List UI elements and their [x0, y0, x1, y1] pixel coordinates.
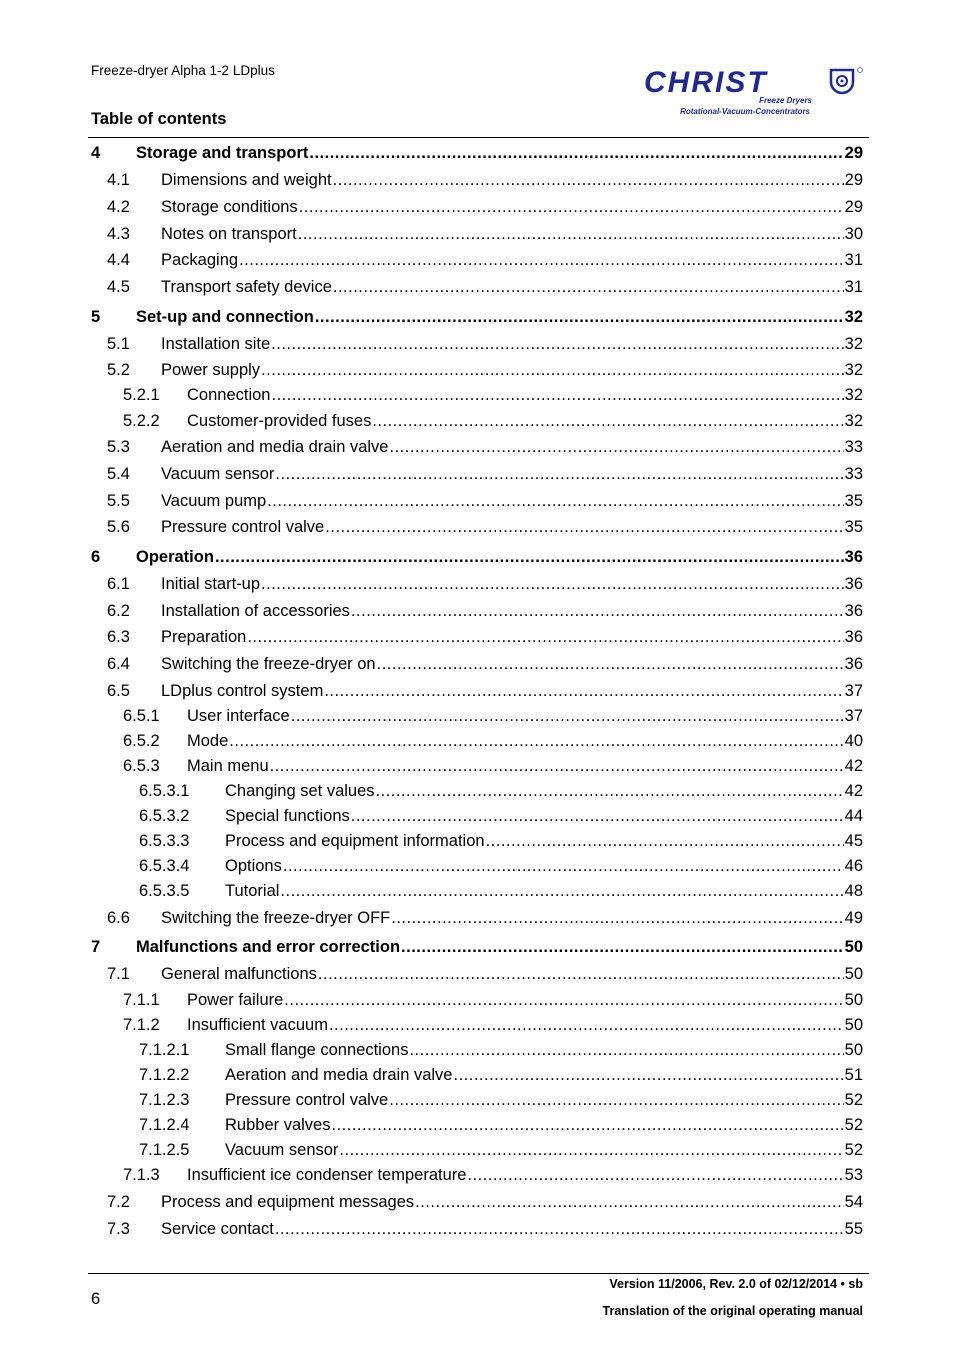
- toc-leader-dots: [229, 731, 843, 751]
- logo-emblem-icon: [831, 70, 853, 93]
- toc-entry-page: 51: [844, 1066, 863, 1084]
- toc-entry-number: 7.3: [107, 1220, 130, 1238]
- toc-entry[interactable]: [91, 170, 863, 190]
- toc-entry-number: 5.3: [107, 438, 130, 456]
- toc-entry-number: 7.1.1: [123, 991, 160, 1009]
- toc-entry-title: Operation: [136, 548, 214, 566]
- toc-leader-dots: [215, 547, 844, 567]
- toc-entry-number: 4.3: [107, 225, 130, 243]
- toc-entry-title: Set-up and connection: [136, 308, 314, 326]
- toc-entry[interactable]: [91, 464, 863, 484]
- toc-entry-number: 7.1.2.2: [139, 1066, 190, 1084]
- toc-leader-dots: [275, 1219, 844, 1239]
- toc-entry-page: 32: [844, 386, 863, 404]
- footer-translation: Translation of the original operating manual: [602, 1304, 863, 1318]
- toc-entry-page: 32: [844, 335, 863, 353]
- toc-entry-number: 6.5.1: [123, 707, 160, 725]
- toc-entry-page: 36: [844, 628, 863, 646]
- toc-entry[interactable]: [91, 601, 863, 621]
- toc-entry-number: 6: [91, 548, 101, 566]
- toc-entry-page: 50: [844, 1016, 863, 1034]
- toc-entry-page: 54: [844, 1193, 863, 1211]
- toc-entry-title: Small flange connections: [225, 1041, 409, 1059]
- toc-entry-page: 35: [844, 518, 863, 536]
- toc-entry-number: 7.1.3: [123, 1166, 160, 1184]
- toc-entry-title: Connection: [187, 386, 271, 404]
- toc-entry-number: 6.2: [107, 602, 130, 620]
- toc-entry-title: Pressure control valve: [225, 1091, 389, 1109]
- toc-entry[interactable]: [91, 517, 863, 537]
- toc-entry-title: Storage and transport: [136, 144, 309, 162]
- toc-entry[interactable]: [91, 491, 863, 511]
- toc-entry[interactable]: [91, 1115, 863, 1135]
- toc-entry[interactable]: [91, 307, 863, 327]
- toc-leader-dots: [261, 574, 844, 594]
- toc-entry-page: 36: [844, 602, 863, 620]
- toc-entry-page: 36: [844, 575, 863, 593]
- toc-entry-page: 32: [844, 308, 863, 326]
- toc-entry-number: 4.1: [107, 171, 130, 189]
- toc-entry[interactable]: [91, 411, 863, 431]
- toc-entry[interactable]: [91, 360, 863, 380]
- toc-leader-dots: [318, 964, 844, 984]
- toc-entry[interactable]: [91, 197, 863, 217]
- toc-entry-number: 7.2: [107, 1193, 130, 1211]
- toc-entry[interactable]: [91, 547, 863, 567]
- toc-leader-dots: [284, 990, 843, 1010]
- toc-entry-title: Mode: [187, 732, 229, 750]
- toc-entry-page: 50: [844, 938, 863, 956]
- toc-entry-number: 5.5: [107, 492, 130, 510]
- toc-leader-dots: [376, 781, 844, 801]
- toc-entry-title: Process and equipment information: [225, 832, 485, 850]
- toc-entry-title: Customer-provided fuses: [187, 412, 372, 430]
- toc-entry-title: Changing set values: [225, 782, 375, 800]
- toc-entry[interactable]: [91, 937, 863, 957]
- document-title: Freeze-dryer Alpha 1-2 LDplus: [91, 63, 275, 78]
- toc-entry-number: 7.1.2.1: [139, 1041, 190, 1059]
- toc-entry-title: Installation site: [161, 335, 271, 353]
- toc-entry-title: Process and equipment messages: [161, 1193, 415, 1211]
- toc-leader-dots: [453, 1065, 843, 1085]
- toc-entry-title: Installation of accessories: [161, 602, 350, 620]
- toc-entry-page: 42: [844, 782, 863, 800]
- toc-entry-number: 4.5: [107, 278, 130, 296]
- logo-line1: Freeze Dryers: [759, 96, 812, 105]
- toc-heading: Table of contents: [91, 110, 227, 128]
- toc-leader-dots: [299, 197, 844, 217]
- toc-entry-title: Main menu: [187, 757, 269, 775]
- toc-entry-number: 7.1.2.4: [139, 1116, 190, 1134]
- toc-entry-title: Service contact: [161, 1220, 274, 1238]
- toc-entry-page: 29: [844, 171, 863, 189]
- toc-entry-number: 5.4: [107, 465, 130, 483]
- toc-entry-title: Options: [225, 857, 282, 875]
- logo-line2: Rotational-Vacuum-Concentrators: [680, 107, 810, 116]
- toc-entry-number: 5.6: [107, 518, 130, 536]
- toc-entry-title: Transport safety device: [161, 278, 332, 296]
- toc-entry-title: Packaging: [161, 251, 239, 269]
- toc-entry[interactable]: [91, 881, 863, 901]
- toc-entry[interactable]: [91, 1015, 863, 1035]
- toc-entry-title: General malfunctions: [161, 965, 317, 983]
- toc-entry-number: 6.1: [107, 575, 130, 593]
- toc-entry-page: 40: [844, 732, 863, 750]
- toc-entry[interactable]: [91, 143, 863, 163]
- toc-entry-number: 6.5.3: [123, 757, 160, 775]
- toc-entry-title: LDplus control system: [161, 682, 324, 700]
- toc-entry-number: 6.4: [107, 655, 130, 673]
- toc-leader-dots: [283, 856, 844, 876]
- toc-entry-title: Malfunctions and error correction: [136, 938, 401, 956]
- toc-entry[interactable]: [91, 856, 863, 876]
- toc-leader-dots: [239, 250, 844, 270]
- toc-entry[interactable]: [91, 908, 863, 928]
- toc-entry-number: 6.6: [107, 909, 130, 927]
- toc-entry-title: Vacuum sensor: [161, 465, 275, 483]
- toc-entry-title: Dimensions and weight: [161, 171, 332, 189]
- toc-entry-title: Vacuum pump: [161, 492, 267, 510]
- toc-leader-dots: [267, 491, 843, 511]
- toc-entry[interactable]: [91, 806, 863, 826]
- toc-leader-dots: [247, 627, 843, 647]
- toc-entry-number: 7: [91, 938, 101, 956]
- toc-entry-page: 44: [844, 807, 863, 825]
- toc-entry-title: Notes on transport: [161, 225, 297, 243]
- toc-leader-dots: [486, 831, 844, 851]
- toc-entry[interactable]: [91, 1192, 863, 1212]
- toc-leader-dots: [291, 706, 844, 726]
- toc-leader-dots: [261, 360, 844, 380]
- toc-entry[interactable]: [91, 681, 863, 701]
- toc-entry-title: Insufficient vacuum: [187, 1016, 328, 1034]
- toc-entry-title: Aeration and media drain valve: [225, 1066, 453, 1084]
- toc-entry[interactable]: [91, 334, 863, 354]
- toc-entry-page: 48: [844, 882, 863, 900]
- toc-entry-page: 37: [844, 707, 863, 725]
- toc-entry-number: 6.5.3.2: [139, 807, 190, 825]
- toc-entry-page: 52: [844, 1091, 863, 1109]
- toc-entry-number: 7.1.2: [123, 1016, 160, 1034]
- toc-leader-dots: [377, 654, 844, 674]
- toc-entry-page: 52: [844, 1141, 863, 1159]
- toc-entry[interactable]: [91, 1040, 863, 1060]
- toc-leader-dots: [309, 143, 843, 163]
- toc-leader-dots: [401, 937, 844, 957]
- toc-leader-dots: [415, 1192, 844, 1212]
- toc-entry[interactable]: [91, 224, 863, 244]
- toc-leader-dots: [271, 385, 843, 405]
- toc-entry-number: 4.2: [107, 198, 130, 216]
- toc-leader-dots: [324, 681, 843, 701]
- toc-leader-dots: [333, 277, 844, 297]
- toc-entry-number: 6.5: [107, 682, 130, 700]
- toc-leader-dots: [409, 1040, 843, 1060]
- toc-entry-page: 46: [844, 857, 863, 875]
- toc-leader-dots: [372, 411, 843, 431]
- toc-entry[interactable]: [91, 250, 863, 270]
- toc-entry-page: 32: [844, 361, 863, 379]
- toc-entry[interactable]: [91, 1165, 863, 1185]
- toc-leader-dots: [280, 881, 843, 901]
- toc-entry-number: 5.1: [107, 335, 130, 353]
- toc-entry-number: 5.2.1: [123, 386, 160, 404]
- toc-entry-page: 29: [844, 144, 863, 162]
- toc-leader-dots: [339, 1140, 843, 1160]
- toc-entry-number: 6.5.3.5: [139, 882, 190, 900]
- christ-logo: [640, 62, 870, 122]
- toc-entry-title: Insufficient ice condenser temperature: [187, 1166, 467, 1184]
- toc-entry-page: 49: [844, 909, 863, 927]
- toc-entry-number: 4.4: [107, 251, 130, 269]
- toc-entry-page: 50: [844, 1041, 863, 1059]
- toc-entry-title: Vacuum sensor: [225, 1141, 339, 1159]
- toc-entry-page: 36: [844, 655, 863, 673]
- toc-entry-title: Special functions: [225, 807, 350, 825]
- toc-entry-title: Rubber valves: [225, 1116, 331, 1134]
- toc-entry[interactable]: [91, 654, 863, 674]
- toc-entry[interactable]: [91, 781, 863, 801]
- toc-entry[interactable]: [91, 831, 863, 851]
- toc-entry-number: 6.5.2: [123, 732, 160, 750]
- toc-entry-title: User interface: [187, 707, 290, 725]
- toc-entry[interactable]: [91, 1219, 863, 1239]
- toc-leader-dots: [389, 1090, 843, 1110]
- page-number: 6: [91, 1290, 101, 1308]
- footer-divider: [88, 1273, 869, 1274]
- toc-entry[interactable]: [91, 385, 863, 405]
- toc-entry[interactable]: [91, 990, 863, 1010]
- toc-leader-dots: [391, 908, 843, 928]
- toc-leader-dots: [315, 307, 844, 327]
- toc-entry-page: 29: [844, 198, 863, 216]
- toc-entry-number: 5.2.2: [123, 412, 160, 430]
- toc-entry-title: Power failure: [187, 991, 284, 1009]
- toc-entry[interactable]: [91, 731, 863, 751]
- toc-entry-title: Storage conditions: [161, 198, 298, 216]
- toc-entry[interactable]: [91, 437, 863, 457]
- toc-entry-page: 45: [844, 832, 863, 850]
- toc-leader-dots: [271, 334, 843, 354]
- toc-entry-page: 42: [844, 757, 863, 775]
- toc-entry-number: 7.1.2.3: [139, 1091, 190, 1109]
- toc-entry-page: 32: [844, 412, 863, 430]
- toc-entry-title: Switching the freeze-dryer on: [161, 655, 376, 673]
- toc-entry-page: 50: [844, 965, 863, 983]
- toc-entry-page: 37: [844, 682, 863, 700]
- toc-entry-title: Pressure control valve: [161, 518, 325, 536]
- toc-entry[interactable]: [91, 1140, 863, 1160]
- toc-leader-dots: [325, 517, 843, 537]
- toc-leader-dots: [270, 756, 844, 776]
- toc-entry-page: 53: [844, 1166, 863, 1184]
- toc-entry-page: 30: [844, 225, 863, 243]
- toc-entry-page: 31: [844, 278, 863, 296]
- toc-entry-number: 6.5.3.1: [139, 782, 190, 800]
- toc-entry-number: 6.3: [107, 628, 130, 646]
- toc-entry[interactable]: [91, 627, 863, 647]
- toc-leader-dots: [467, 1165, 843, 1185]
- toc-leader-dots: [329, 1015, 844, 1035]
- header-divider: [88, 137, 869, 138]
- toc-entry-page: 35: [844, 492, 863, 510]
- toc-entry-title: Preparation: [161, 628, 247, 646]
- toc-entry-number: 6.5.3.3: [139, 832, 190, 850]
- toc-entry-title: Power supply: [161, 361, 261, 379]
- toc-entry[interactable]: [91, 574, 863, 594]
- toc-leader-dots: [351, 601, 844, 621]
- toc-leader-dots: [331, 1115, 843, 1135]
- toc-entry[interactable]: [91, 1065, 863, 1085]
- toc-entry-page: 50: [844, 991, 863, 1009]
- toc-entry[interactable]: [91, 277, 863, 297]
- toc-entry[interactable]: [91, 964, 863, 984]
- logo-brand: CHRIST: [644, 66, 768, 99]
- toc-entry[interactable]: [91, 756, 863, 776]
- toc-leader-dots: [351, 806, 844, 826]
- toc-entry[interactable]: [91, 706, 863, 726]
- toc-entry-page: 31: [844, 251, 863, 269]
- toc-leader-dots: [389, 437, 843, 457]
- toc-entry-number: 7.1.2.5: [139, 1141, 190, 1159]
- toc-entry-page: 55: [844, 1220, 863, 1238]
- toc-entry-page: 33: [844, 438, 863, 456]
- toc-entry-page: 36: [844, 548, 863, 566]
- toc-entry-page: 52: [844, 1116, 863, 1134]
- toc-leader-dots: [275, 464, 843, 484]
- toc-entry-number: 7.1: [107, 965, 130, 983]
- toc-entry[interactable]: [91, 1090, 863, 1110]
- toc-leader-dots: [333, 170, 844, 190]
- toc-entry-number: 5: [91, 308, 101, 326]
- toc-leader-dots: [298, 224, 844, 244]
- toc-entry-number: 6.5.3.4: [139, 857, 190, 875]
- toc-entry-title: Switching the freeze-dryer OFF: [161, 909, 391, 927]
- toc-entry-page: 33: [844, 465, 863, 483]
- toc-entry-number: 5.2: [107, 361, 130, 379]
- toc-entry-title: Aeration and media drain valve: [161, 438, 389, 456]
- toc-entry-title: Tutorial: [225, 882, 280, 900]
- footer-version: Version 11/2006, Rev. 2.0 of 02/12/2014 • sb: [609, 1277, 863, 1291]
- toc-entry-number: 4: [91, 144, 101, 162]
- toc-entry-title: Initial start-up: [161, 575, 261, 593]
